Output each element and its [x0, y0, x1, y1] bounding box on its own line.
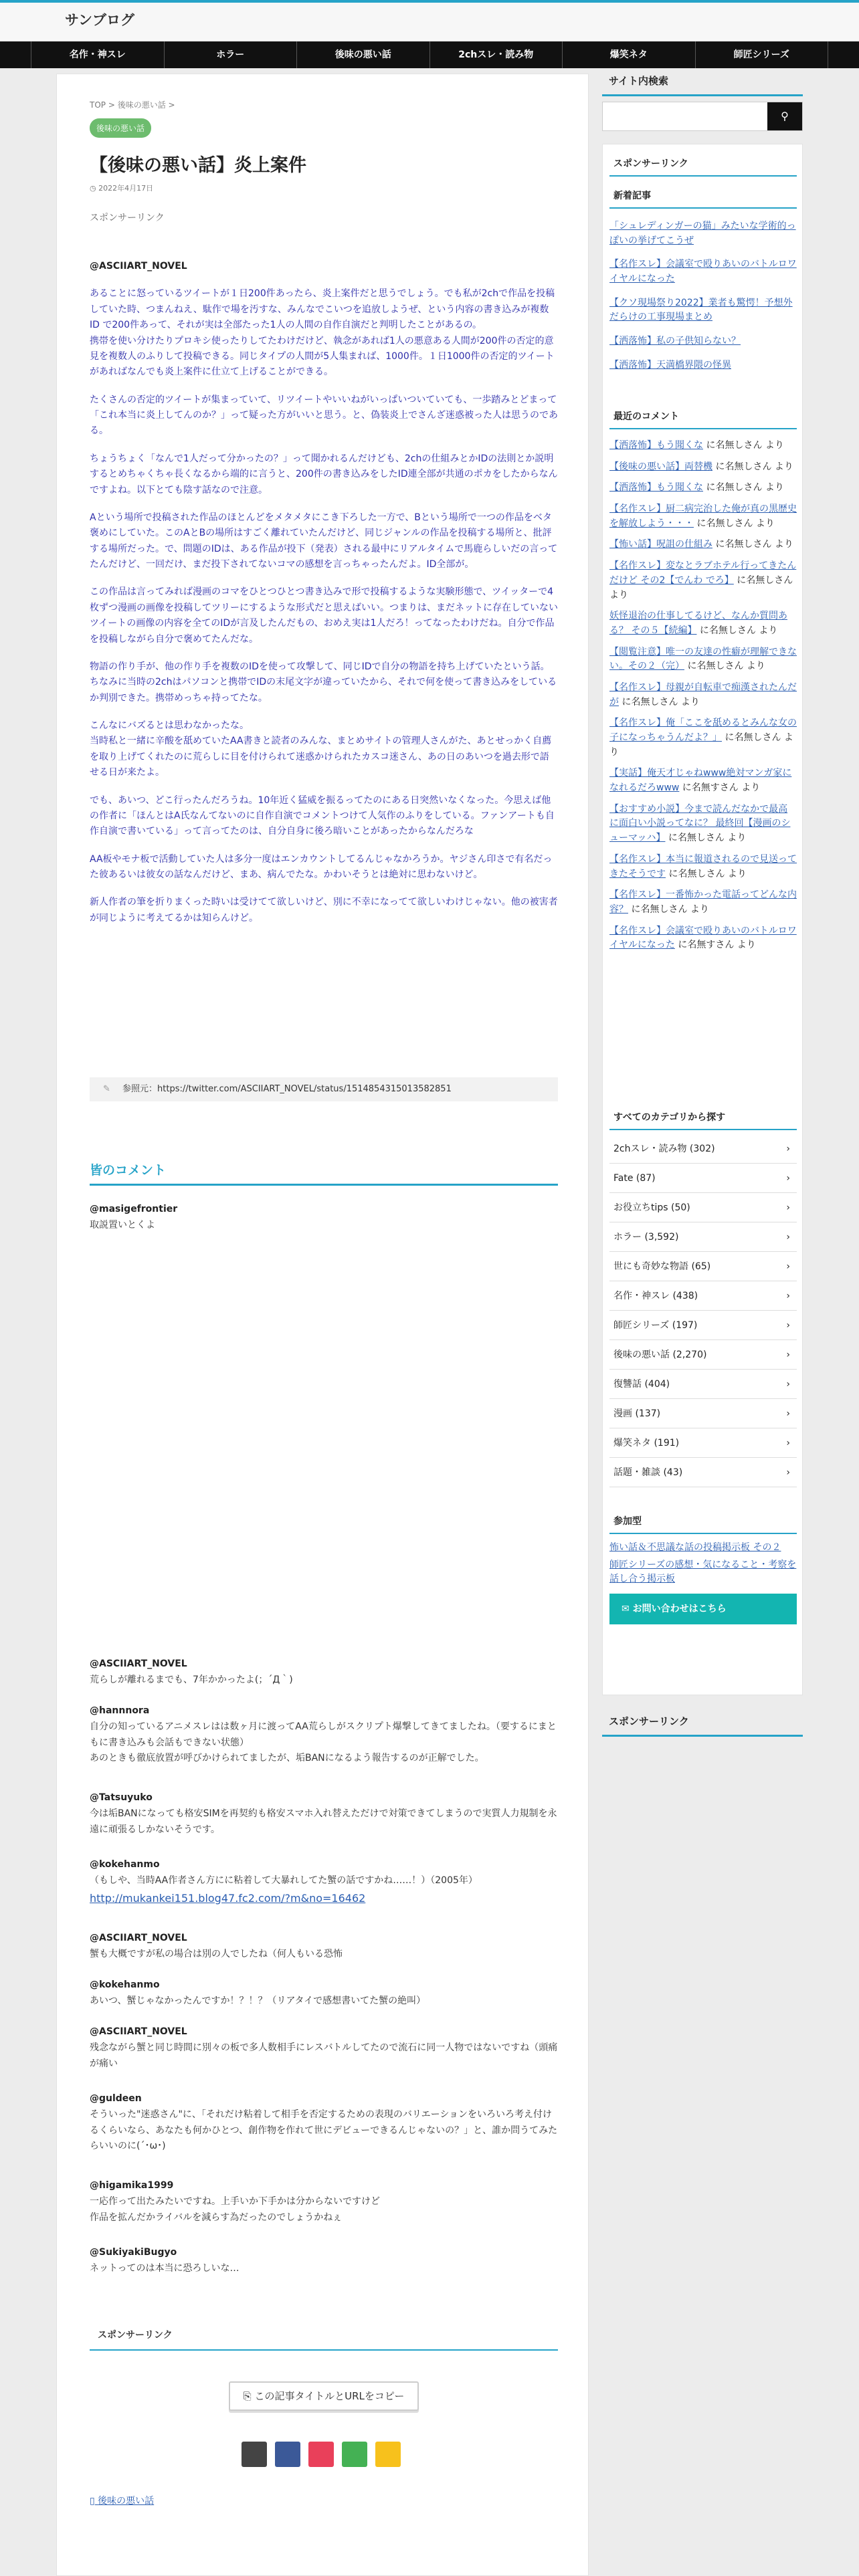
paragraph: AA板やモナ板で活動していた人は多分一度はエンカウントしてるんじゃなかろうか。ヤジさん印さで有名だった彼あるいは彼女の話なんだけど、まあ、病んでたな。かわいそうとは絶対に思わないけど。 — [90, 853, 553, 880]
comment-text: 一応作って出たみたいですね。上手いか下手かは分からないですけど — [90, 2195, 380, 2207]
category-item[interactable]: 名作・神スレ (438) › — [609, 1281, 797, 1311]
comment-text: 作品を拡んだかライバルを減らす為だったのでしょうかねぇ — [90, 2212, 343, 2223]
page-title: 【後味の悪い話】炎上案件 — [90, 155, 306, 176]
recent-comment: 妖怪退治の仕事してるけど、なんか質問ある？ その５【続編】 に名無しさん より — [609, 611, 787, 636]
sidebar-bottom-sponsor: スポンサーリンク — [602, 1714, 803, 1737]
global-nav — [0, 41, 859, 68]
chevron-right-icon: › — [786, 1438, 790, 1448]
share-facebook-button[interactable] — [275, 2442, 300, 2467]
category-item[interactable]: 復讐話 (404) › — [609, 1370, 797, 1399]
recent-comment: 【名作スレ】変なとラブホテル行ってきたんだけど その2【でんわ でろ】 に名無しさん より — [609, 560, 797, 601]
recent-comment: 【実話】俺天才じゃねwww絶対マンガ家になれるだろwww に名無すさん より — [609, 768, 792, 794]
site-header — [0, 0, 859, 41]
category-item[interactable]: 話題・雑談 (43) › — [609, 1458, 797, 1487]
chevron-right-icon: › — [786, 1202, 790, 1213]
comment-text: 蟹も大概ですが私の場合は別の人でしたね（何人もいる恐怖 — [90, 1948, 343, 1959]
category-item[interactable]: Fate (87) › — [609, 1164, 797, 1193]
comment-text: あいつ、蟹じゃなかったんですか！？！？（リアタイで感想書いてた蟹の絶叫） — [90, 1995, 426, 2006]
categories-list — [609, 1134, 797, 1487]
comment — [90, 1977, 558, 2010]
chevron-right-icon: › — [786, 1144, 790, 1154]
paragraph: ちょうちょく「なんで1人だって分かったの？」って聞かれるんだけども、2chの仕組みとかIDの法則とか説明するとめちゃくちゃ長くなるから端的に言うと、200件の書き込みをしたID連全部が共通のポカをしたからなんですよね。以下とても陰す話なので注意。 — [90, 453, 558, 496]
sidebar-search-heading: サイト内検索 — [602, 74, 803, 96]
category-link-bottom[interactable]: 後味の悪い話 — [98, 2496, 155, 2506]
chevron-right-icon: › — [786, 1232, 790, 1243]
article-author: @ASCIIART_NOVEL — [90, 261, 187, 272]
comment-author: @hannnora — [90, 1705, 150, 1716]
recent-comment: 【おすすめ小説】今まで読んだなかで最高に面白い小説ってなに？ 最終回【漫画のシューマッハ】 に名無しさん より — [609, 803, 791, 844]
comment — [90, 1656, 558, 1689]
comment-author: @ASCIIART_NOVEL — [90, 1658, 187, 1669]
recent-comment: 【名作スレ】俺「ここを舐めるとみんな女の子になっちゃうんだよ？」 に名無しさん より — [609, 718, 797, 758]
paragraph: 物語の作り手が、他の作り手を複数のIDを使って攻撃して、同じIDで自分の物語を持ち上げていたという話。ちなみに当時の2chはパソコンと携帯でIDの末尾文字が違っていたから、それで何を使って書き込みをしているか判別できた。携帯めっちゃ持ってたな。 — [90, 661, 557, 704]
chevron-right-icon: › — [786, 1379, 790, 1390]
comment-author: @guldeen — [90, 2093, 142, 2104]
comment — [90, 1857, 558, 1907]
paragraph: たくさんの否定的ツイートが集まっていて、リツイートやいいねがいっぱいついていても、一歩踏みとどまって「これ本当に炎上してんのか？」って疑った方がいいと思う。と、偽装炎上でさんざ迷惑被った人は思うのである。 — [90, 394, 558, 437]
chevron-right-icon: › — [786, 1173, 790, 1184]
category-badge[interactable]: 後味の悪い話 — [90, 118, 151, 138]
search-icon[interactable]: ⚲ — [767, 102, 802, 130]
article-container — [56, 74, 589, 2576]
nav-item-bad-aftertaste[interactable]: 後味の悪い話 — [297, 41, 430, 68]
chevron-right-icon: › — [786, 1350, 790, 1360]
share-feedly-button[interactable] — [375, 2442, 401, 2467]
comment — [90, 1790, 558, 1838]
category-item[interactable]: ホラー (3,592) › — [609, 1222, 797, 1252]
recent-comment: 【洒落怖】もう聞くな に名無しさん より — [609, 440, 784, 451]
comment — [90, 2178, 558, 2226]
chevron-right-icon: › — [786, 1467, 790, 1478]
comment — [90, 1202, 558, 1234]
join-heading: 参加型 — [609, 1514, 797, 1534]
sidebar-sponsor-heading: スポンサーリンク — [609, 156, 797, 177]
recent-comment: 【名作スレ】母親が自転車で痴漢されたんだが に名無しさん より — [609, 681, 797, 708]
comment-author: @Tatsuyuko — [90, 1792, 153, 1803]
paragraph: この作品は言ってみれば漫画のコマをひとつひとつ書き込みで形で投稿するような実験形態で、ツイッターで4枚ずつ漫画の画像を投稿してツリーにするような形式だと思えばいい。つまりは、まだネットに存在していないツイートの画像の内容を全てのIDが言及したんだもの、おめえ実は1人だろ！ってなったわけだね。自分で作品を投稿しながら自分で褒めてたんだな。 — [90, 586, 558, 645]
recent-comment: 【洒落怖】もう聞くな に名無しさん より — [609, 482, 784, 494]
category-item[interactable]: 世にも奇妙な物語 (65) › — [609, 1252, 797, 1281]
new-article-link[interactable]: 「シュレディンガーの猫」みたいな学術的っぽいの挙げてこうぜ — [609, 221, 796, 246]
mail-icon: ✉ — [622, 1604, 630, 1615]
comment-author: @ASCIIART_NOVEL — [90, 1933, 187, 1943]
nav-item-horror[interactable]: ホラー — [165, 41, 298, 68]
category-item[interactable]: 後味の悪い話 (2,270) › — [609, 1340, 797, 1370]
comment-text: 今は垢BANになっても格安SIMを再契約も格安スマホ入れ替えただけで対策できてしまうので実質人力規制を永遠に頑張るしかないそうです。 — [90, 1808, 557, 1835]
comment-author: @masigefrontier — [90, 1204, 178, 1214]
contact-button[interactable]: ✉ お問い合わせはこちら — [609, 1594, 797, 1624]
recent-comment: 【名作スレ】厨二病完治した俺が真の黒歴史を解放しよう・・・ に名無しさん より — [609, 504, 797, 529]
comment-text: 荒らしが離れるまでも、7年かかったよ(；´Д｀) — [90, 1674, 293, 1685]
recent-comments-heading: 最近のコメント — [609, 409, 797, 429]
new-article-link[interactable]: 【洒落怖】天満橋界隈の怪異 — [609, 359, 731, 370]
chevron-right-icon: › — [786, 1320, 790, 1331]
category-item[interactable]: お役立ちtips (50) › — [609, 1193, 797, 1222]
comment-link[interactable]: http://mukankei151.blog47.fc2.com/?m&no=16462 — [90, 1891, 366, 1905]
recent-comment: 【名作スレ】本当に報道されるので見送ってきたそうです に名無しさん より — [609, 853, 797, 879]
paragraph: 新人作者の筆を折りまくった時いは受けてて欲しいけど、別に不幸になってて欲しいわけじゃない。他の被害者が同じように考えてるかは知らんけど。 — [90, 897, 558, 924]
comment — [90, 2245, 558, 2277]
sponsor-label-bottom: スポンサーリンク — [90, 2328, 558, 2351]
share-pocket-button[interactable] — [308, 2442, 334, 2467]
clock-icon: ◷ — [90, 184, 96, 193]
comment-author: @kokehanmo — [90, 1979, 160, 1990]
sidebar-panel — [602, 144, 803, 1695]
comment-text: そういった"迷惑さん"に、「それだけ粘着して相手を否定するための表現のバリエーションをいろいろ考え付けるくらいなら、あなたも何かひとつ、創作物を作れて世にデビューできるんじゃないの？」と、誰か問うてみたらいいのに(´･ω･) — [90, 2109, 558, 2152]
recent-comment: 【後味の悪い話】両替機 に名無しさん より — [609, 461, 793, 472]
breadcrumb[interactable]: TOP > 後味の悪い話 > — [90, 100, 175, 110]
nav-item-shisho[interactable]: 師匠シリーズ — [696, 41, 829, 68]
paragraph: あることに怒っているツイートが１日200件あったら、炎上案件だと思うでしょう。でも私が2chで作品を投稿していた時、つまんねえ、駄作で場を汚すな、みんなでこいつを追放しようぜ、という内容の書き込みが複数ID で200件あって、それが実は全部たった1人の人間の自作自演だと判明したことがあるの。 — [90, 288, 555, 331]
comment-text: あのときも徹底放置が呼びかけられてましたが、垢BANになるよう報告するのが正解でした。 — [90, 1753, 484, 1764]
chevron-right-icon: › — [786, 1408, 790, 1419]
new-articles-list — [609, 219, 797, 373]
nav-item-2ch[interactable]: 2chスレ・読み物 — [430, 41, 563, 68]
reference-box — [90, 1077, 558, 1101]
article-body — [90, 259, 558, 938]
comments-heading: 皆のコメント — [90, 1160, 558, 1186]
folder-icon: ▯ — [90, 2496, 95, 2506]
chevron-right-icon: › — [786, 1291, 790, 1301]
paragraph: 携帯を使い分けたりプロキシ使ったりしてたわけだけど、執念があれば1人の悪意ある人間が200件の否定的意見を複数人のふりして投稿できる。同じタイプの人間が5人集まれば、1000件。１日1000件の否定的ツイートがあればなんでも炎上案件に仕立て上げることができる。 — [90, 335, 555, 378]
recent-comments-list — [609, 439, 797, 953]
comment-text: 取説置いとくよ — [90, 1219, 155, 1230]
nav-item-masterpiece[interactable]: 名作・神スレ — [31, 41, 165, 68]
new-article-link[interactable]: 【名作スレ】会議室で殴りあいのバトルロワイヤルになった — [609, 259, 797, 285]
paragraph: でも、あいつ、どこ行ったんだろうね。10年近く猛威を振るってたのにある日突然いなくなった。今思えば他の作者に「ほんとはA氏なんてないのに自作自演でコメントつけて人気作のふりをしている。ファンアートも自作自演で書いている」って言ってたのは、自分自身に後ろ暗いことがあったからなんだろな — [90, 794, 555, 837]
comment — [90, 1703, 558, 1767]
comment — [90, 1931, 558, 1963]
share-x-button[interactable] — [242, 2442, 267, 2467]
search-input[interactable] — [602, 102, 803, 131]
comment-text: 自分の知っているアニメスレはは数ヶ月に渡ってAA荒らしがスクリプト爆撃してきてましたね。（要するにまともに書き込みも会話もできない状態） — [90, 1721, 557, 1748]
new-article-link[interactable]: 【クソ現場祭り2022】業者も驚愕！予想外だらけの工事現場まとめ — [609, 297, 793, 323]
comment-author: @SukiyakiBugyo — [90, 2247, 177, 2258]
comment-text: 残念ながら蟹と同じ時間に別々の板で多人数相手にレスバトルしてたので流石に同一人物ではないですね（頭痛が痛い — [90, 2042, 558, 2069]
comment-author: @higamika1999 — [90, 2180, 174, 2191]
recent-comment: 【閲覧注意】唯一の友達の性癖が理解できない。その２（完） に名無しさん より — [609, 646, 797, 672]
comment-author: @kokehanmo — [90, 1859, 160, 1870]
recent-comment: 【怖い話】呪詛の仕組み に名無しさん より — [609, 539, 793, 550]
chevron-right-icon: › — [786, 1261, 790, 1272]
join-link[interactable]: 怖い話＆不思議な話の投稿掲示板 その２ — [609, 1542, 781, 1553]
paragraph: こんなにバズるとは思わなかったな。 当時私と一緒に辛酸を舐めていたAA書きと読者のみんな、まとめサイトの管理人さんがた、あとせっかく自薦を取り上げてくれたのに荒らしに目を付けられて迷惑かけられたカスコ迷さん、あの日のあいつを過去形で語せる日が来たよ。 — [90, 720, 552, 778]
category-item[interactable]: 師匠シリーズ (197) › — [609, 1311, 797, 1340]
sponsor-label: スポンサーリンク — [90, 213, 165, 223]
new-articles-heading: 新着記事 — [609, 189, 797, 209]
reference-url[interactable]: 参照元：https://twitter.com/ASCIIART_NOVEL/status/1514854315013582851 — [122, 1084, 452, 1094]
new-article-link[interactable]: 【洒落怖】私の子供知らない？ — [609, 336, 741, 347]
pin-icon: ✎ — [103, 1084, 110, 1094]
categories-heading: すべてのカテゴリから探す — [609, 1110, 797, 1130]
category-item[interactable]: 2chスレ・読み物 (302) › — [609, 1134, 797, 1164]
recent-comment: 【名作スレ】一番怖かった電話ってどんな内容？ に名無しさん より — [609, 889, 797, 915]
category-item[interactable]: 漫画 (137) › — [609, 1399, 797, 1428]
site-title[interactable]: サンブログ — [65, 12, 134, 28]
join-link[interactable]: 師匠シリーズの感想・気になること・考察を話し合う掲示板 — [609, 1559, 797, 1585]
copy-icon: ⎘ — [243, 2390, 252, 2402]
category-item[interactable]: 爆笑ネタ (191) › — [609, 1428, 797, 1458]
nav-item-funny[interactable]: 爆笑ネタ — [563, 41, 696, 68]
comment-author: @ASCIIART_NOVEL — [90, 2026, 187, 2037]
share-line-button[interactable] — [342, 2442, 367, 2467]
paragraph: Aという場所で投稿された作品のほとんどをメタメタにこき下ろした一方で、Bという場所で一つの作品をベタ褒めにしていた。このAとBの場所はすごく離れていたんだけど、同じジャンルの作品を投稿する場所と、批評する場所だった。で、問題のIDは、ある作品が投下（発表）される最中にリアルタイムで馬鹿らしいだの言ってたんだけど、一回だけ、まだ投下されてないコマの感想を言っちゃったんだよ。ID全部が。 — [90, 512, 558, 570]
post-date: 2022年4月17日 — [98, 184, 154, 193]
recent-comment: 【名作スレ】会議室で殴りあいのバトルロワイヤルになった に名無すさん より — [609, 925, 797, 951]
copy-title-url-button[interactable]: ⎘ この記事タイトルとURLをコピー — [229, 2381, 419, 2411]
comment-text: （もしや、当時AA作者さん方にに粘着して大暴れしてた蟹の話ですかね……！）（2005年） — [90, 1874, 478, 1886]
comment — [90, 2091, 558, 2155]
comment — [90, 2024, 558, 2072]
comment-text: ネットってのは本当に恐ろしいな… — [90, 2262, 240, 2274]
